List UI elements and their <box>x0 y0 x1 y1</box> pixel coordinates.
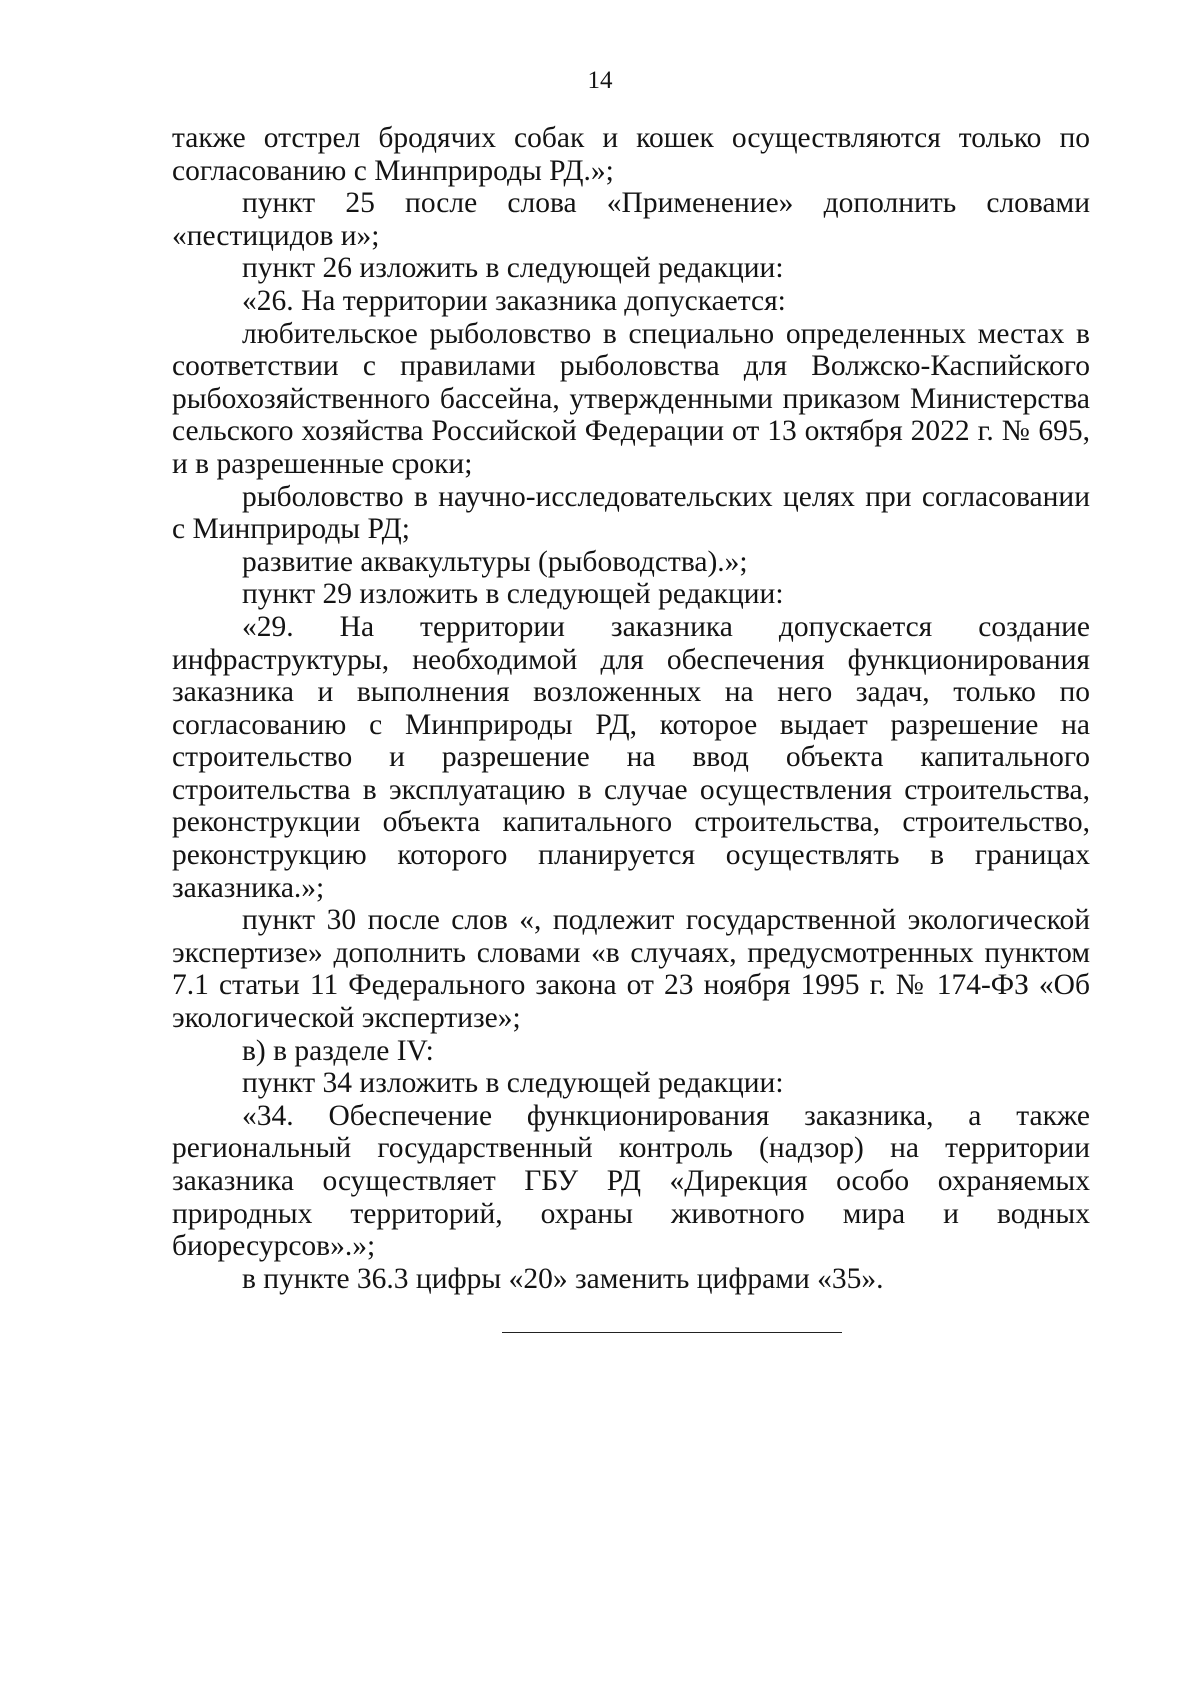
paragraph: в пункте 36.3 цифры «20» заменить цифрами «35». <box>242 1262 884 1295</box>
paragraph: пункт 26 изложить в следующей редакции: <box>242 252 784 285</box>
paragraph: в) в разделе IV: <box>242 1034 434 1067</box>
paragraph: пункт 30 после слов «, подлежит государственной экологической экспертизе» дополнить словами «в случаях, предусмотренных пунктом 7.1 статьи 11 Федерального закона от 23 ноября 1995 г. № 174-ФЗ «Об экологической экспертизе»; <box>172 904 1090 1035</box>
page-number: 14 <box>587 67 613 94</box>
paragraph: также отстрел бродячих собак и кошек осуществляются только по согласованию с Минприроды РД.»; <box>172 122 1090 187</box>
end-divider-line <box>502 1332 842 1333</box>
paragraph: пункт 34 изложить в следующей редакции: <box>242 1067 784 1100</box>
paragraph: пункт 29 изложить в следующей редакции: <box>242 578 784 611</box>
paragraph: «29. На территории заказника допускается создание инфраструктуры, необходимой для обеспечения функционирования заказника и выполнения возложенных на него задач, только по согласованию с Минприроды РД, которое выдает разрешение на строительство и разрешение на ввод объекта капитального строительства в эксплуатацию в случае осуществления строительства, реконструкции объекта капитального строительства, строительство, реконструкцию которого планируется осуществлять в границах заказника.»; <box>172 610 1090 904</box>
paragraph: «26. На территории заказника допускается: <box>242 284 786 317</box>
paragraph: любительское рыболовство в специально определенных местах в соответствии с правилами рыболовства для Волжско-Каспийского рыбохозяйственного бассейна, утвержденными приказом Министерства сельского хозяйства Российской Федерации от 13 октября 2022 г. № 695, и в разрешенные сроки; <box>172 317 1090 480</box>
document-body <box>172 122 1090 1295</box>
paragraph: рыболовство в научно-исследовательских целях при согласовании с Минприроды РД; <box>172 480 1090 546</box>
paragraph: развитие аквакультуры (рыбоводства).»; <box>242 545 748 578</box>
paragraph: пункт 25 после слова «Применение» дополнить словами «пестицидов и»; <box>172 187 1090 252</box>
paragraph: «34. Обеспечение функционирования заказника, а также региональный государственный контроль (надзор) на территории заказника осуществляет ГБУ РД «Дирекция особо охраняемых природных территорий, охраны животного мира и водных биоресурсов».»; <box>172 1099 1090 1263</box>
